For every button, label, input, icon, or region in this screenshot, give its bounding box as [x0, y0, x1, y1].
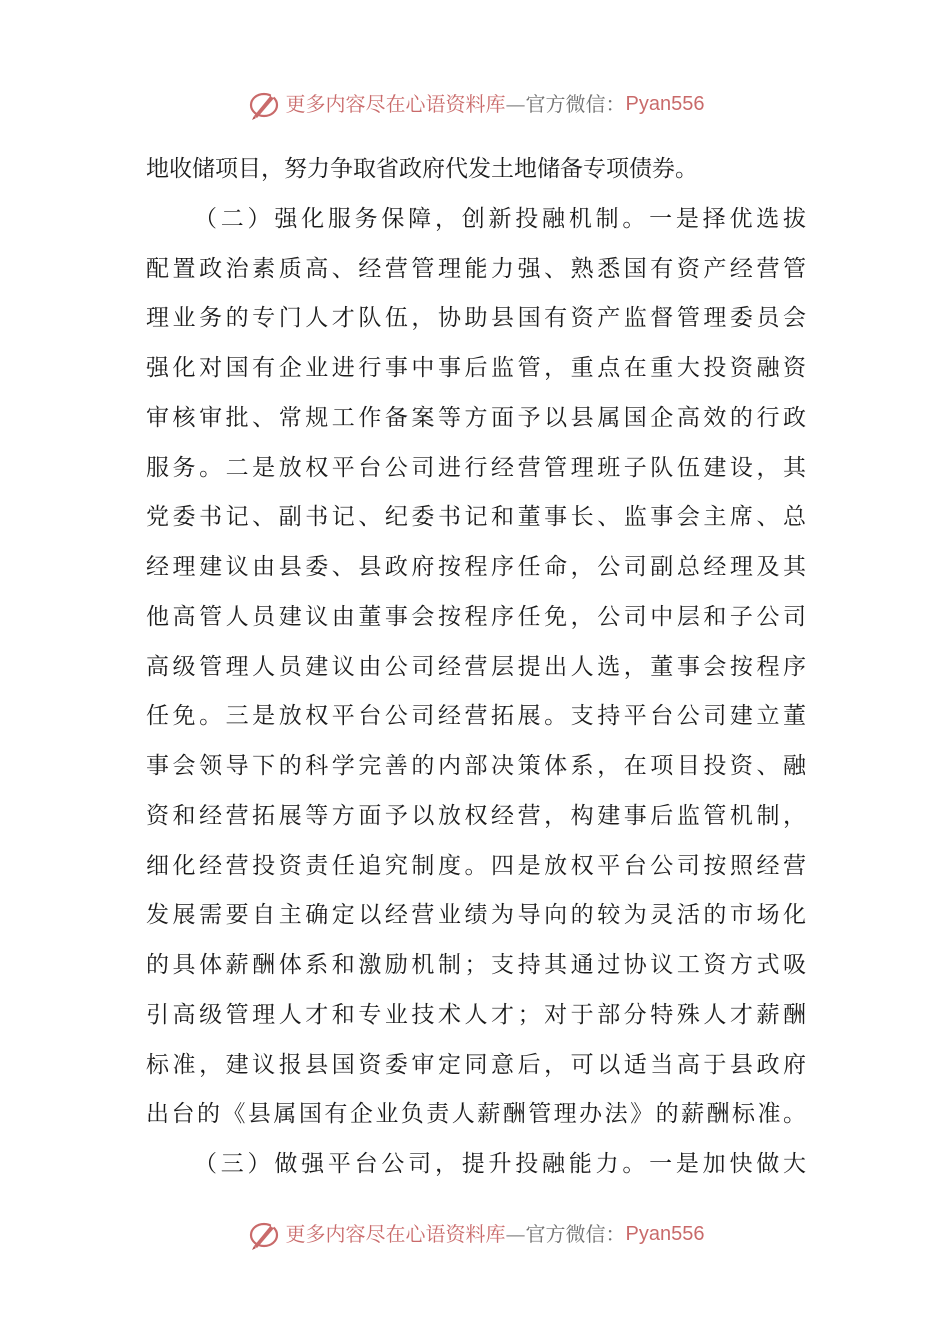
text-line-14: 资和经营拓展等方面予以放权经营，构建事后监管机制，: [146, 802, 806, 829]
text-line-19: 标准，建议报县国资委审定同意后，可以适当高于县政府: [146, 1051, 806, 1078]
text-line-5: 强化对国有企业进行事中事后监管，重点在重大投资融资: [146, 355, 806, 381]
watermark-dash: —: [505, 1222, 526, 1246]
text-line-16: 发展需要自主确定以经营业绩为导向的较为灵活的市场化: [146, 902, 806, 929]
watermark-header: [0, 84, 950, 124]
watermark-official-label: 官方微信：: [525, 92, 626, 116]
watermark-footer: [0, 1214, 950, 1254]
watermark-account-id: Pyan556: [625, 1223, 705, 1245]
text-line-11: 高级管理人员建议由公司经营层提出人选，董事会按程序: [146, 653, 806, 680]
pen-nib-logo-icon: [246, 86, 282, 122]
text-line-17: 的具体薪酬体系和激励机制；支持其通过协议工资方式吸: [146, 952, 806, 978]
text-line-10: 他高管人员建议由董事会按程序任免，公司中层和子公司: [146, 603, 806, 630]
text-line-8: 党委书记、副书记、纪委书记和董事长、监事会主席、总: [146, 504, 806, 531]
text-line-4: 理业务的专门人才队伍，协助县国有资产监督管理委员会: [146, 305, 806, 332]
watermark-official-label: 官方微信：: [525, 1222, 626, 1246]
pen-nib-logo-icon: [246, 1216, 282, 1252]
text-line-15: 细化经营投资责任追究制度。四是放权平台公司按照经营: [146, 852, 806, 879]
text-line-3: 配置政治素质高、经营管理能力强、熟悉国有资产经营管: [146, 255, 806, 282]
section-heading-2: （二）强化服务保障，创新投融机制。一是择优选拔: [194, 205, 806, 232]
watermark-brand-text: 更多内容尽在心语资料库: [285, 1222, 506, 1246]
text-line-1: 地收储项目，努力争取省政府代发土地储备专项债券。: [146, 156, 698, 182]
watermark-account-id: Pyan556: [625, 93, 705, 115]
text-line-13: 事会领导下的科学完善的内部决策体系，在项目投资、融: [146, 753, 806, 779]
text-line-6: 审核审批、常规工作备案等方面予以县属国企高效的行政: [146, 404, 806, 431]
text-line-9: 经理建议由县委、县政府按程序任命，公司副总经理及其: [146, 554, 806, 580]
text-line-18: 引高级管理人才和专业技术人才；对于部分特殊人才薪酬: [146, 1001, 806, 1028]
document-body: [146, 145, 806, 1190]
text-line-7: 服务。二是放权平台公司进行经营管理班子队伍建设，其: [146, 454, 806, 481]
watermark-dash: —: [505, 92, 526, 116]
watermark-brand-text: 更多内容尽在心语资料库: [285, 92, 506, 116]
section-heading-3: （三）做强平台公司，提升投融能力。一是加快做大: [194, 1151, 806, 1177]
text-line-12: 任免。三是放权平台公司经营拓展。支持平台公司建立董: [146, 703, 806, 730]
text-line-20: 出台的《县属国有企业负责人薪酬管理办法》的薪酬标准。: [146, 1101, 806, 1128]
